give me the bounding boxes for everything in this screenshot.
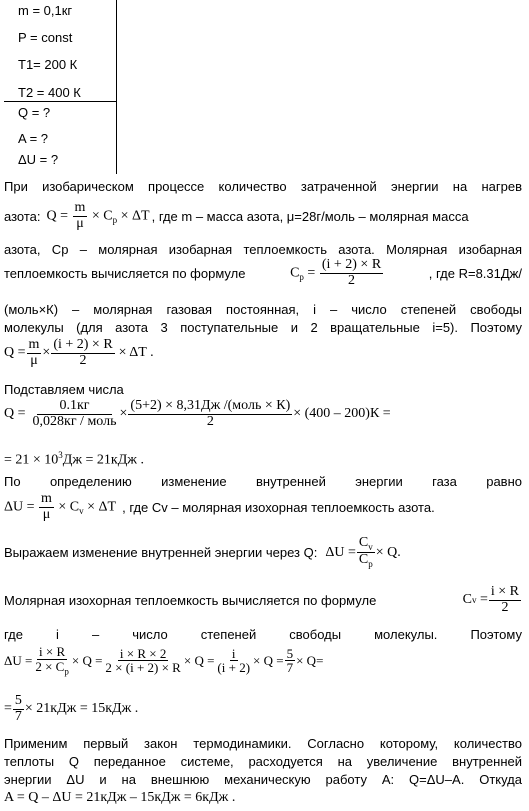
result-du: = $\frac{5}{7}$ × 21кДж = 15кДж .	[4, 693, 139, 724]
fraction-cv: $\frac{i \times R}{2}$	[490, 584, 519, 615]
fraction-m-mu-3: $\frac{m}{\mu}$	[41, 491, 52, 522]
fraction-cp: $\frac{(i + 2) \times R}{2}$	[321, 257, 382, 288]
formula-q-cp: Q = $\frac{m}{\mu}$ × $C_p \times \Delta T$	[46, 200, 150, 231]
formula-cp: $C_p$ = $\frac{(i + 2) \times R}{2}$	[290, 257, 382, 288]
text-line-14: теплоты Q переданное системе, расходуется на увеличение внутренней	[4, 754, 522, 769]
given-pressure: P = const	[18, 30, 73, 45]
formula-q-numeric: Q = $\frac{0.1кг}{\text{0,028кг / моль}}$ × $\frac{\text{(5+2) × 8,31Дж /(моль × К)}}{2}$ × (400 – 200)К =	[4, 398, 391, 429]
given-t2: T2 = 400 К	[18, 85, 81, 100]
fraction-chain-3: $\frac{i}{(i + 2)}$	[217, 645, 251, 676]
text-line-13: Применим первый закон термодинамики. Согласно которому, количество	[4, 736, 522, 751]
text-line-11: Молярная изохорная теплоемкость вычисляется по формуле C v = $\frac{i \times R}{2}$	[4, 585, 522, 615]
unknown-du: ΔU = ?	[18, 152, 59, 167]
fraction-chain-4: $\frac{5}{7}$	[286, 645, 294, 676]
text-line-4: теплоемкость вычисляется по формуле $C_p$ = $\frac{(i + 2) \times R}{2}$ , где R=8.31Дж/	[4, 257, 522, 288]
fraction-cv-cp: $\frac{C_v}{C_p}$	[358, 535, 373, 570]
text-line-10: Выражаем изменение внутренней энергии через Q: ΔU = $\frac{C_v}{C_p}$ × Q.	[4, 535, 401, 570]
given-vertical-divider	[116, 0, 117, 174]
given-mass: m = 0,1кг	[18, 3, 73, 18]
text-line-3: азота, Ср – молярная изобарная теплоемкость азота. Молярная изобарная	[4, 242, 522, 257]
text-line-15: энергии ΔU и на внешнюю механическую работу А: Q=ΔU–A. Откуда	[4, 772, 522, 787]
text-line-1: При изобарическом процессе количество затраченной энергии на нагрев	[4, 179, 522, 194]
fraction-cp-2: $\frac{(i + 2) \times R}{2}$	[53, 337, 113, 368]
fraction-mass-molar: $\frac{0.1кг}{\text{0,028кг / моль}}$	[32, 398, 117, 429]
unknown-a: A = ?	[18, 131, 48, 146]
unknown-q: Q = ?	[18, 105, 51, 120]
fraction-chain-1: $\frac{i \times R}{2 \times C_p}$	[35, 644, 69, 677]
given-t1: T1= 200 К	[18, 57, 78, 72]
formula-cv: C v = $\frac{i \times R}{2}$	[462, 584, 519, 615]
text-line-7: Подставляем числа	[4, 382, 124, 397]
text-line-9: ΔU = $\frac{m}{\mu}$ × $C_v \times \Delta T$ , где Сv – молярная изохорная теплоемкость азота.	[4, 491, 435, 522]
formula-du-chain: ΔU = $\frac{i \times R}{2 \times C_p}$ × Q = $\frac{i \times R \times 2}{2 \times (i + 2) \times R}$ × Q = $\frac{i}{(i + 2)}$ × Q = $\frac{5}{7}$ × Q=	[4, 644, 324, 677]
fraction-five-sevenths: $\frac{5}{7}$	[14, 693, 22, 724]
text-line-6: молекулы (для азота 3 поступательные и 2 вращательные i=5). Поэтому	[4, 320, 522, 335]
text-line-5: (моль×К) – молярная газовая постоянная, i – число степеней свободы	[4, 302, 522, 317]
result-q: = $21 \times 10^3Дж = 21кДж$ .	[4, 450, 144, 468]
text-line-12: где i – число степеней свободы молекулы. Поэтому	[4, 627, 522, 642]
formula-du-q: ΔU = $\frac{C_v}{C_p}$ × Q.	[325, 535, 401, 570]
text-line-8: По определению изменение внутренней энергии газа равно	[4, 474, 522, 489]
formula-du: ΔU = $\frac{m}{\mu}$ × $C_v \times \Delta T$	[4, 491, 117, 522]
fraction-cp-numeric: $\frac{\text{(5+2) × 8,31Дж /(моль × К)}}{2}$	[130, 398, 291, 429]
fraction-m-mu: $\frac{m}{\mu}$	[74, 200, 86, 231]
formula-q-expanded: Q = $\frac{m}{\mu}$ × $\frac{(i + 2) \times R}{2}$ × ΔT .	[4, 337, 154, 368]
result-a: A = Q – ΔU = 21кДж – 15кДж = 6кДж .	[4, 790, 236, 805]
fraction-m-mu-2: $\frac{m}{\mu}$	[28, 337, 40, 368]
given-horizontal-divider	[4, 101, 117, 102]
fraction-chain-2: $\frac{i \times R \times 2}{2 \times (i + 2) \times R}$	[105, 645, 181, 676]
text-line-2: азота: Q = $\frac{m}{\mu}$ × $C_p \times \Delta T$ , где m – масса азота, μ=28г/моль – молярная масса	[4, 200, 469, 231]
